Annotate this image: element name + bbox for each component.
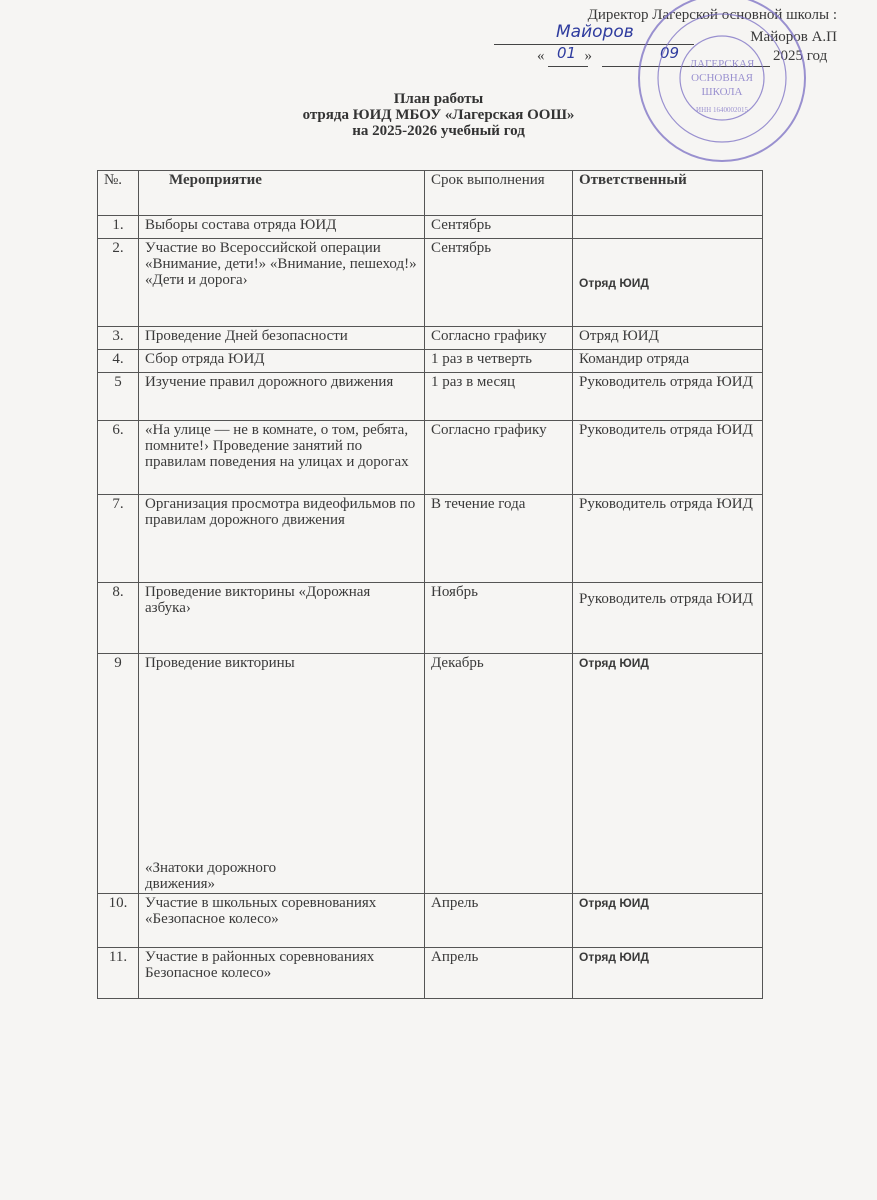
row-term: Апрель: [425, 894, 573, 948]
header-term: Срок выполнения: [425, 171, 573, 216]
title-line-2: отряда ЮИД МБОУ «Лагерская ООШ»: [302, 107, 575, 123]
svg-text:ИНН 1640002015: ИНН 1640002015: [696, 106, 748, 114]
document-title: [0, 91, 877, 139]
table-header: [98, 171, 763, 216]
row-event: Проведение викторины «Дорожная азбука›: [139, 583, 425, 654]
row-event-part-1: Проведение викторины: [145, 655, 295, 671]
row-responsible: Отряд ЮИД: [573, 239, 763, 327]
row-responsible: Руководитель отряда ЮИД: [573, 495, 763, 583]
date-year: 2025 год: [773, 48, 828, 64]
signature: Майоров: [556, 22, 634, 42]
date-month: 09: [660, 44, 680, 62]
row-responsible: Отряд ЮИД: [573, 894, 763, 948]
row-event: Изучение правил дорожного движения: [139, 373, 425, 421]
header-event: Мероприятие: [139, 171, 425, 216]
row-term: В течение года: [425, 495, 573, 583]
row-event: «На улице — не в комнате, о том, ребята, помните!› Проведение занятий по правилам поведения на улицах и дорогах: [139, 421, 425, 495]
row-number: 7.: [98, 495, 139, 583]
row-responsible: Руководитель отряда ЮИД: [573, 421, 763, 495]
table-row: [98, 216, 763, 239]
row-event: Выборы состава отряда ЮИД: [139, 216, 425, 239]
table-row: [98, 495, 763, 583]
row-event: Участие во Всероссийской операции «Внимание, дети!» «Внимание, пешеход!» «Дети и дорога›: [139, 239, 425, 327]
row-responsible: Командир отряда: [573, 350, 763, 373]
row-number: 5: [98, 373, 139, 421]
title-line-3: на 2025-2026 учебный год: [352, 123, 525, 139]
table-row: [98, 583, 763, 654]
row-event: Участие в школьных соревнованиях «Безопасное колесо»: [139, 894, 425, 948]
row-number: 8.: [98, 583, 139, 654]
row-term: Декабрь: [425, 654, 573, 894]
table-row: [98, 350, 763, 373]
approval-name: Майоров А.П: [750, 29, 837, 45]
svg-text:ЛАГЕРСКАЯ: ЛАГЕРСКАЯ: [689, 58, 755, 70]
school-stamp: [636, 0, 808, 164]
row-event: [139, 654, 425, 894]
row-responsible: Отряд ЮИД: [573, 948, 763, 999]
row-number: 11.: [98, 948, 139, 999]
title-line-1: План работы: [393, 91, 484, 107]
row-term: 1 раз в месяц: [425, 373, 573, 421]
row-term: Согласно графику: [425, 421, 573, 495]
row-number: 10.: [98, 894, 139, 948]
svg-text:ОСНОВНАЯ: ОСНОВНАЯ: [691, 72, 753, 84]
table-row: [98, 327, 763, 350]
row-responsible: Отряд ЮИД: [573, 654, 763, 894]
table-row: [98, 421, 763, 495]
row-number: 6.: [98, 421, 139, 495]
row-responsible: [573, 216, 763, 239]
row-responsible: Руководитель отряда ЮИД: [573, 583, 763, 654]
table-row: [98, 373, 763, 421]
row-number: 1.: [98, 216, 139, 239]
day-line: [548, 66, 588, 67]
row-event: Проведение Дней безопасности: [139, 327, 425, 350]
row-responsible: Отряд ЮИД: [573, 327, 763, 350]
row-responsible: Руководитель отряда ЮИД: [573, 373, 763, 421]
row-term: Сентябрь: [425, 216, 573, 239]
row-number: 4.: [98, 350, 139, 373]
header-number: №.: [98, 171, 139, 216]
row-term: Ноябрь: [425, 583, 573, 654]
table-row: [98, 948, 763, 999]
row-number: 2.: [98, 239, 139, 327]
header-responsible: Ответственный: [573, 171, 763, 216]
svg-text:ШКОЛА: ШКОЛА: [701, 86, 743, 98]
work-plan-table: [97, 170, 763, 999]
table-row: [98, 654, 763, 894]
row-term: Согласно графику: [425, 327, 573, 350]
row-event-part-2: «Знатоки дорожного движения»: [145, 860, 277, 892]
row-event: Сбор отряда ЮИД: [139, 350, 425, 373]
row-event: Участие в районных соревнованиях Безопасное колесо»: [139, 948, 425, 999]
row-term: Апрель: [425, 948, 573, 999]
approval-date: « »: [537, 48, 592, 64]
approval-position: Директор Лагерской основной школы :: [587, 7, 837, 23]
row-number: 9: [98, 654, 139, 894]
table-row: [98, 239, 763, 327]
date-day: 01: [557, 44, 577, 62]
table-row: [98, 894, 763, 948]
row-term: Сентябрь: [425, 239, 573, 327]
row-term: 1 раз в четверть: [425, 350, 573, 373]
row-number: 3.: [98, 327, 139, 350]
row-event: Организация просмотра видеофильмов по правилам дорожного движения: [139, 495, 425, 583]
